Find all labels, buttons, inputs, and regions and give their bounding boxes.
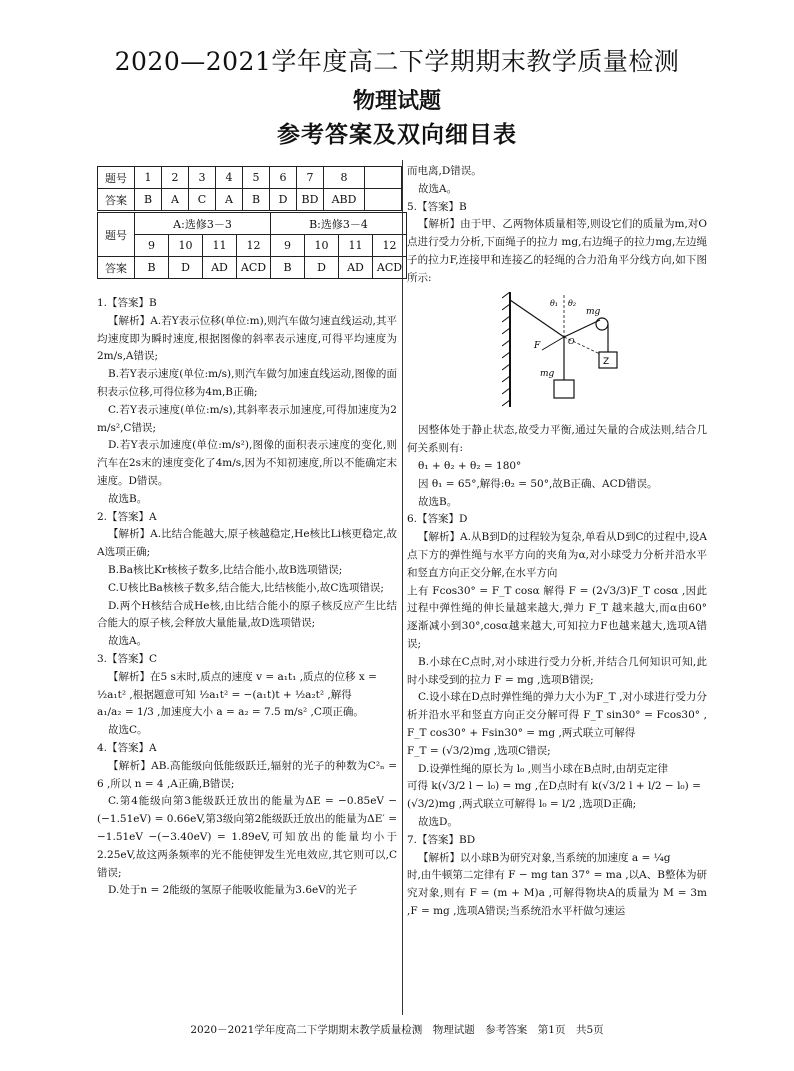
table-cell: 8 bbox=[324, 167, 365, 189]
table-cell: 9 bbox=[271, 235, 305, 257]
table-cell bbox=[365, 189, 402, 211]
table-cell: B bbox=[243, 189, 270, 211]
q5-conclusion: 故选B。 bbox=[418, 495, 458, 508]
q5-explain-2: 因整体处于静止状态,故受力平衡,通过矢量的合成法则,结合几何关系则有: bbox=[407, 424, 707, 455]
q1-explain-d: D.若Y表示加速度(单位:m/s²),图像的面积表示速度的变化,则汽车在2s末的速度变化了4m/s,因为不知初速度,所以不能确定末速度。D错误。 bbox=[97, 439, 397, 487]
table-row bbox=[98, 167, 402, 189]
table-cell: A bbox=[216, 189, 243, 211]
force-f bbox=[542, 337, 564, 350]
table-cell: 10 bbox=[169, 235, 203, 257]
q2-conclusion: 故选A。 bbox=[108, 635, 148, 648]
table-cell: ACD bbox=[237, 257, 271, 279]
exam-title: 2020—2021学年度高二下学期期末教学质量检测 bbox=[114, 47, 680, 76]
q6-answer: 6.【答案】D bbox=[407, 513, 468, 526]
table-cell: 6 bbox=[270, 167, 297, 189]
q6-explain-a2: 上有 Fcos30° = F_T cosα 解得 F = (2√3/3)F_T cosα ,因此过程中弹性绳的伸长量越来越大,弹力 F_T 越来越大,而α由60°逐渐减小到30°,cosα越来越大,可知拉力F也越来越大,选项A错误; bbox=[407, 584, 707, 650]
q2-explain-d: D.两个H核结合成He核,由比结合能小的原子核反应产生比结合能大的原子核,会释放大量能量,故D选项错误; bbox=[97, 599, 397, 630]
label-z: Z bbox=[603, 356, 610, 367]
q6-explain-b: B.小球在C点时,对小球进行受力分析,并结合几何知识可知,此时小球受到的拉力 F = mg ,选项B错误; bbox=[407, 655, 707, 686]
group-header-a: A:选修3－3 bbox=[135, 213, 271, 235]
table-cell: 10 bbox=[305, 235, 339, 257]
table-cell: ACD bbox=[373, 257, 407, 279]
table-cell: 11 bbox=[203, 235, 237, 257]
table-cell: BD bbox=[297, 189, 324, 211]
left-column bbox=[97, 295, 397, 900]
wall-hatch bbox=[502, 292, 510, 406]
q3-explain-3: a₁/a₂ = 1/3 ,加速度大小 a = a₂ = 7.5 m/s² ,C项正确。 bbox=[97, 706, 364, 719]
q6-explain-d1: D.设弹性绳的原长为 l₀ ,则当小球在B点时,由胡克定律 bbox=[418, 762, 669, 775]
row-label: 题号 bbox=[98, 213, 135, 257]
q3-answer: 3.【答案】C bbox=[97, 652, 158, 665]
table-cell: 5 bbox=[243, 167, 270, 189]
label-theta1: θ₁ bbox=[550, 298, 559, 308]
table-cell: 12 bbox=[373, 235, 407, 257]
q7-explain-2: 时,由牛顿第二定律有 F − mg tan 37° = ma ,以A、B整体为研究对象,则有 F = (m + M)a ,可解得物块A的质量为 M = 3m ,F = mg ,选项A错误;当系统沿水平杆做匀速运 bbox=[407, 869, 707, 917]
q1-answer: 1.【答案】B bbox=[97, 297, 157, 309]
table-cell: AD bbox=[203, 257, 237, 279]
table-cell: D bbox=[305, 257, 339, 279]
q5-explain-1: 【解析】由于甲、乙两物体质量相等,则设它们的质量为m,对O点进行受力分析,下面绳子的拉力 mg,右边绳子的拉力mg,左边绳子的拉力F,连接甲和连接乙的轻绳的合力沿角平分线方向,如下图所示: bbox=[407, 218, 707, 284]
table-cell: 11 bbox=[339, 235, 373, 257]
q6-explain-c2: F_T = (√3/2)mg ,选项C错误; bbox=[407, 744, 551, 757]
q4-explain-ab: 【解析】AB.高能级向低能级跃迁,辐射的光子的种数为C²ₙ = 6 ,所以 n = 4 ,A正确,B错误; bbox=[97, 759, 397, 790]
subject-title: 物理试题 bbox=[352, 89, 441, 114]
label-mg-top: mg bbox=[586, 306, 601, 317]
right-column bbox=[407, 163, 707, 921]
q7-answer: 7.【答案】BD bbox=[407, 833, 476, 846]
table-cell: 2 bbox=[162, 167, 189, 189]
table-row bbox=[98, 213, 407, 235]
table-cell: 12 bbox=[237, 235, 271, 257]
row-label: 答案 bbox=[98, 189, 135, 211]
q5-explain-3: 因 θ₁ = 65°,解得:θ₂ = 50°,故B正确、ACD错误。 bbox=[418, 477, 658, 490]
row-label: 答案 bbox=[98, 257, 135, 279]
q6-explain-c1: C.设小球在D点时弹性绳的弹力大小为F_T ,对小球进行受力分析并沿水平和竖直方向正交分解可得 F_T sin30° = Fcos30° , F_T cos30° + Fsin30° = mg ,两式联立可解得 bbox=[407, 691, 707, 739]
rope-right bbox=[564, 320, 600, 337]
table-cell: C bbox=[189, 189, 216, 211]
q6-explain-a1: 【解析】A.从B到D的过程较为复杂,单看从D到C的过程中,设A点下方的弹性绳与水平方向的夹角为α,对小球受力分析并沿水平和竖直方向正交分解,在水平方向 bbox=[407, 531, 707, 579]
table-cell: B bbox=[271, 257, 305, 279]
table-cell: AD bbox=[339, 257, 373, 279]
block-jia bbox=[554, 380, 574, 398]
elective-answer-table bbox=[97, 212, 407, 279]
label-f: F bbox=[534, 340, 541, 351]
label-theta2: θ₂ bbox=[568, 298, 577, 308]
pulley bbox=[596, 318, 608, 330]
force-diagram bbox=[502, 292, 622, 412]
q2-answer: 2.【答案】A bbox=[97, 510, 157, 523]
answer-table bbox=[97, 166, 402, 211]
table-cell: 3 bbox=[189, 167, 216, 189]
q5-answer: 5.【答案】B bbox=[407, 200, 467, 213]
table-row bbox=[98, 257, 407, 279]
table-cell: 4 bbox=[216, 167, 243, 189]
q1-conclusion: 故选B。 bbox=[108, 492, 148, 505]
q7-explain-1: 【解析】以小球B为研究对象,当系统的加速度 a = ¼g bbox=[418, 851, 671, 864]
group-header-b: B:选修3－4 bbox=[271, 213, 407, 235]
q6-explain-d3: (√3/2)mg ,两式联立可解得 l₀ = l/2 ,选项D正确; bbox=[407, 798, 637, 811]
document-subtitle: 参考答案及双向细目表 bbox=[277, 122, 517, 148]
table-cell: 1 bbox=[135, 167, 162, 189]
q4-explain-d: D.处于n = 2能级的氢原子能吸收能量为3.6eV的光子 bbox=[108, 884, 358, 897]
table-cell: B bbox=[135, 189, 162, 211]
q4-explain-c: C.第4能级向第3能级跃迁放出的能量为ΔE = −0.85eV −(−1.51eV) = 0.66eV,第3级向第2能级跃迁放出的能量为ΔE′ = −1.51eV −(−3.40eV) = 1.89eV,可知放出的能量均小于2.25eV,故这两条频率的光不能使钾发生光电效应,其它则可以,C错误; bbox=[97, 795, 397, 879]
row-label: 题号 bbox=[98, 167, 135, 189]
q6-explain-d2: 可得 k(√3/2 l − l₀) = mg ,在D点时有 k(√3/2 l + l/2 − l₀) = bbox=[407, 780, 701, 793]
q1-explain-c: C.若Y表示速度(单位:m/s),其斜率表示加速度,可得加速度为2 m/s²,C错误; bbox=[97, 403, 397, 434]
table-cell bbox=[365, 167, 402, 189]
table-row bbox=[98, 189, 402, 211]
q2-explain-b: B.Ba核比Kr核核子数多,比结合能小,故B选项错误; bbox=[108, 563, 343, 576]
table-cell: 7 bbox=[297, 167, 324, 189]
table-cell: 9 bbox=[135, 235, 169, 257]
label-mg-bottom: mg bbox=[540, 368, 555, 379]
table-row bbox=[98, 235, 407, 257]
label-o: O bbox=[568, 336, 575, 346]
q4-conclusion: 故选A。 bbox=[418, 182, 458, 195]
q5-equation: θ₁ + θ₂ + θ₂ = 180° bbox=[418, 459, 522, 472]
table-cell: D bbox=[169, 257, 203, 279]
column-divider bbox=[402, 160, 403, 1015]
q4-explain-d-cont: 而电离,D错误。 bbox=[407, 165, 482, 177]
table-cell: A bbox=[162, 189, 189, 211]
page-footer: 2020－2021学年度高二下学期期末教学质量检测 物理试题 参考答案 第1页 共5页 bbox=[190, 1024, 604, 1036]
q1-explain-b: B.若Y表示速度(单位:m/s),则汽车做匀加速直线运动,图像的面积表示位移,可得位移为4m,B正确; bbox=[97, 368, 397, 398]
q2-explain-a: 【解析】A.比结合能越大,原子核越稳定,He核比Li核更稳定,故A选项正确; bbox=[97, 528, 397, 559]
table-cell: D bbox=[270, 189, 297, 211]
q6-conclusion: 故选D。 bbox=[418, 815, 458, 828]
table-cell: B bbox=[135, 257, 169, 279]
q2-explain-c: C.U核比Ba核核子数多,结合能大,比结核能小,故C选项错误; bbox=[108, 581, 384, 594]
table-cell: ABD bbox=[324, 189, 365, 211]
q1-explain-a: 【解析】A.若Y表示位移(单位:m),则汽车做匀速直线运动,其平均速度即为瞬时速度,根据图像的斜率表示速度,可得平均速度为2m/s,A错误; bbox=[97, 314, 397, 363]
q3-explain-1: 【解析】在5 s末时,质点的速度 v = a₁t₁ ,质点的位移 x = bbox=[108, 670, 377, 683]
q3-explain-2: ½a₁t² ,根据题意可知 ½a₁t² = −(a₁t)t + ½a₂t² ,解得 bbox=[97, 688, 352, 701]
q3-conclusion: 故选C。 bbox=[108, 724, 148, 737]
q4-answer: 4.【答案】A bbox=[97, 741, 157, 754]
